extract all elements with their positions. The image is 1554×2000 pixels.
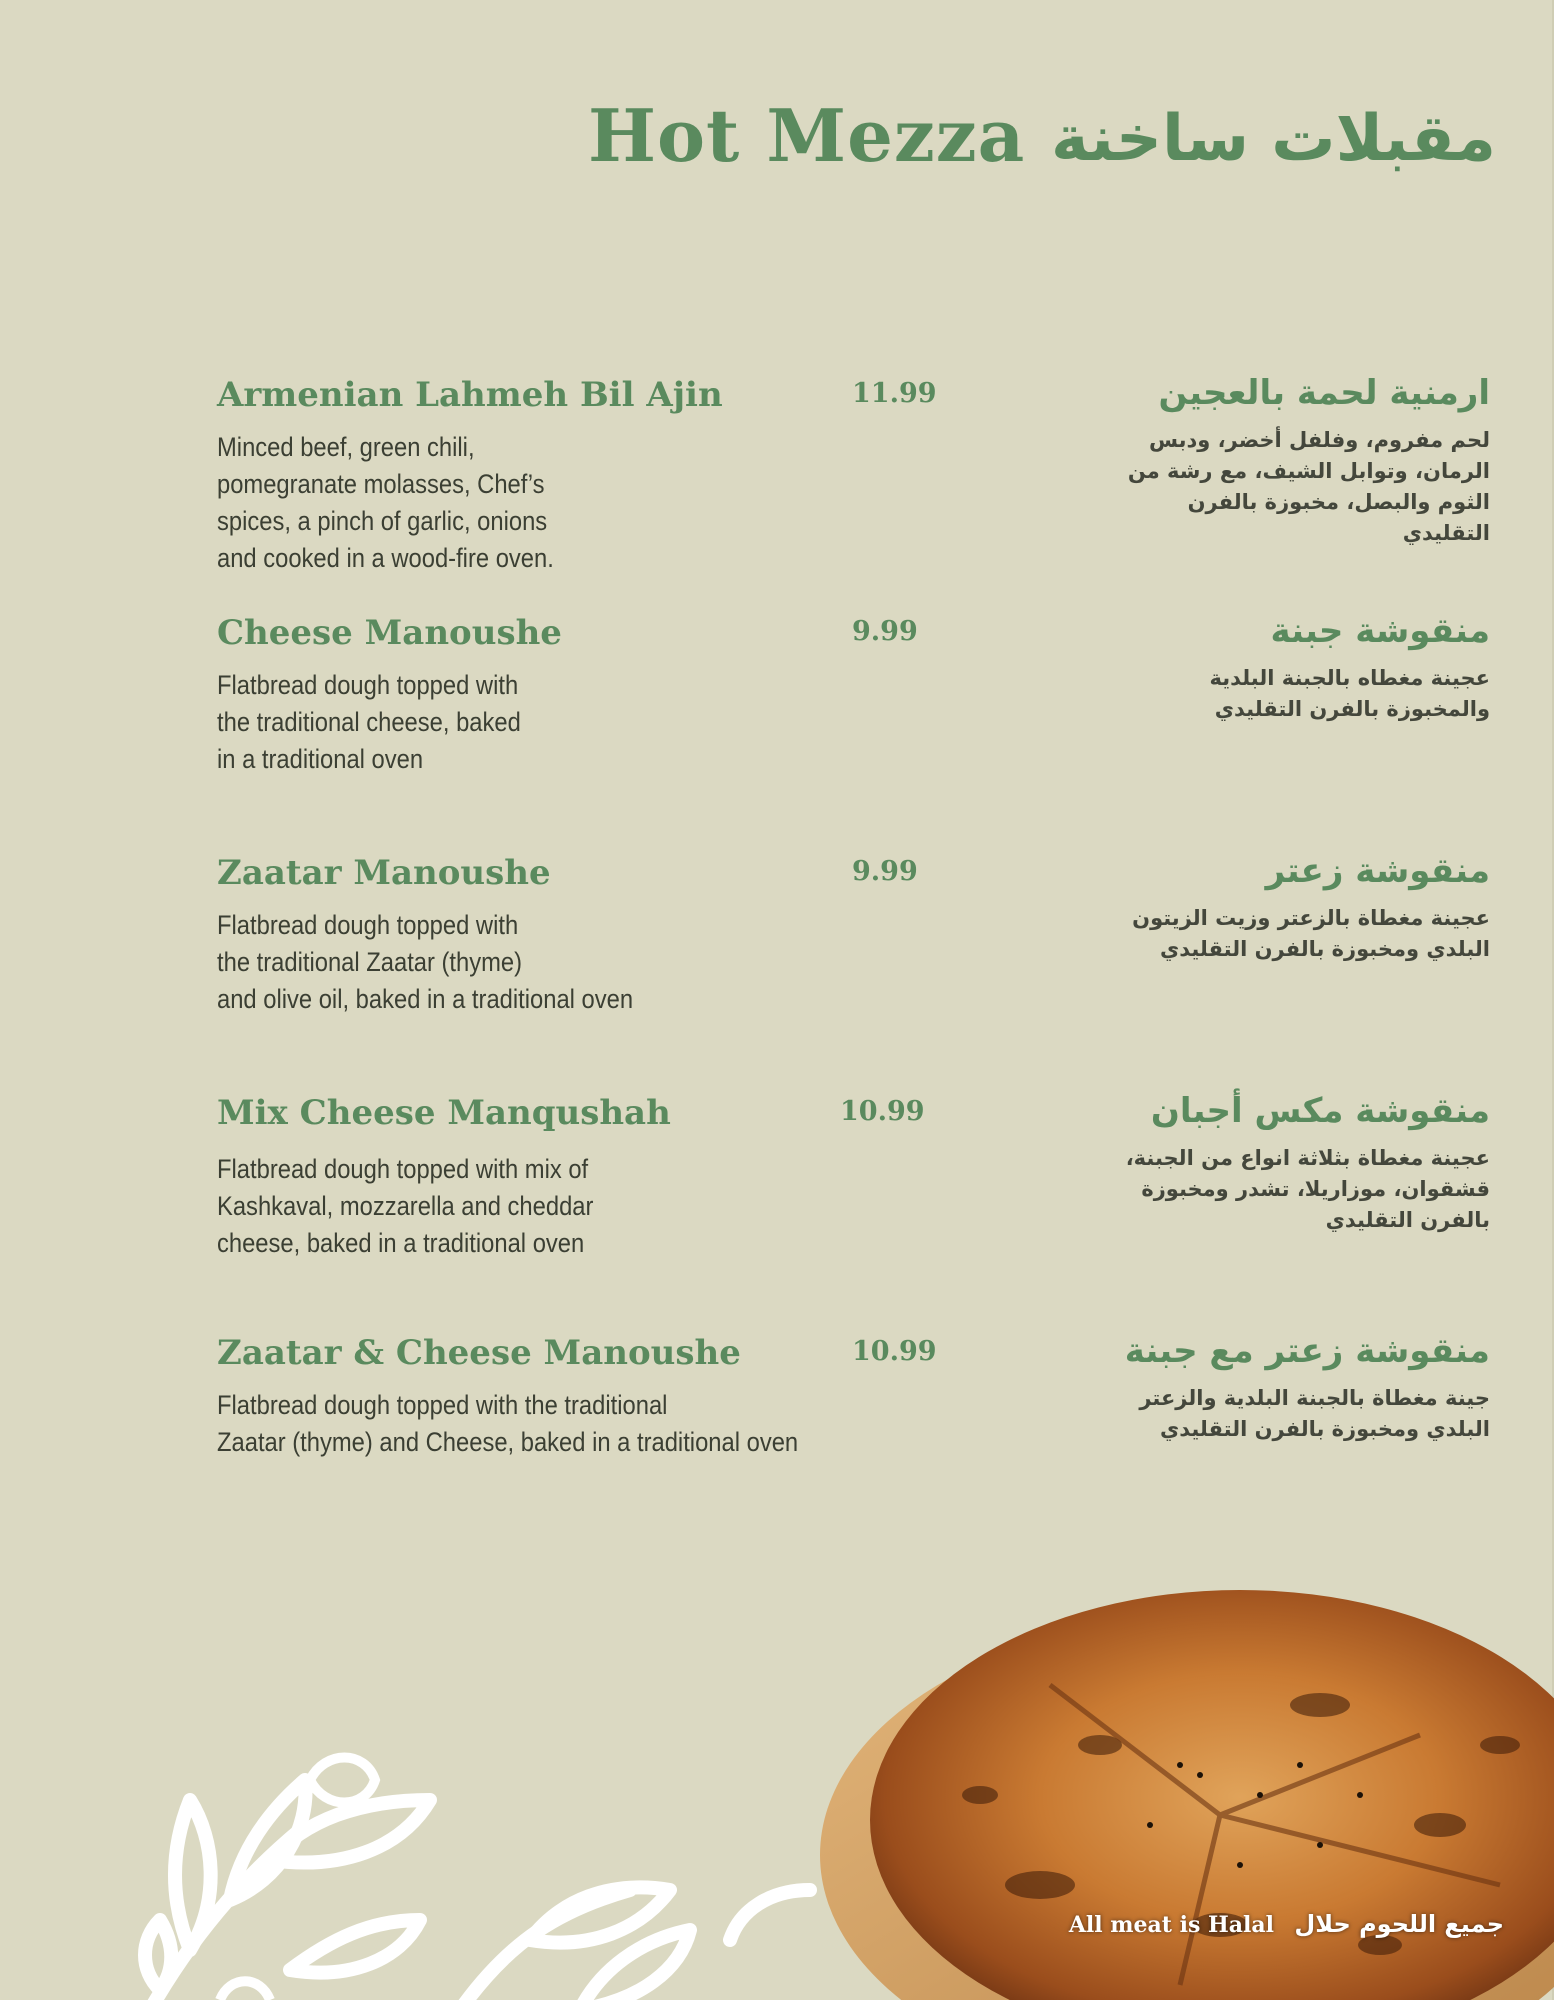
item-price: 11.99 — [852, 378, 937, 409]
item-description-ar — [1128, 425, 1490, 549]
olive-branch-decoration — [130, 1740, 830, 2000]
section-title-ar: مقبلات ساخنة — [1050, 102, 1496, 176]
item-price: 9.99 — [852, 856, 918, 887]
item-description-ar — [1126, 1143, 1490, 1236]
desc-line-ar: لحم مفروم، وفلفل أخضر، ودبس — [1148, 428, 1490, 452]
item-price: 9.99 — [852, 616, 918, 647]
desc-line-ar: الرمان، وتوابل الشيف، مع رشة من — [1127, 459, 1490, 483]
item-description-ar — [1209, 663, 1490, 725]
item-name: Zaatar & Cheese Manoushe — [217, 1333, 741, 1373]
desc-line-ar: والمخبوزة بالفرن التقليدي — [1214, 697, 1490, 721]
desc-line: Flatbread dough topped with the traditional — [217, 1390, 668, 1420]
item-description — [217, 1151, 593, 1262]
desc-line-ar: عجينة مغطاة بالزعتر وزيت الزيتون — [1132, 906, 1490, 930]
desc-line-ar: الثوم والبصل، مخبوزة بالفرن — [1187, 490, 1490, 514]
item-price: 10.99 — [840, 1096, 925, 1127]
desc-line-ar: قشقوان، موزاريلا، تشدر ومخبوزة — [1141, 1177, 1490, 1201]
halal-notice-en: All meat is Halal — [1068, 1912, 1275, 1938]
halal-notice-ar: جميع اللحوم حلال — [1294, 1910, 1504, 1938]
desc-line-ar: البلدي ومخبوزة بالفرن التقليدي — [1159, 937, 1490, 961]
item-description — [217, 907, 633, 1018]
desc-line-ar: عجينة مغطاة بثلاثة انواع من الجبنة، — [1125, 1146, 1490, 1170]
desc-line-ar: بالفرن التقليدي — [1325, 1208, 1490, 1232]
item-description-ar — [1139, 1383, 1490, 1445]
desc-line: in a traditional oven — [217, 744, 424, 774]
item-description — [217, 429, 554, 577]
item-name: Armenian Lahmeh Bil Ajin — [217, 375, 723, 415]
desc-line-ar: التقليدي — [1402, 521, 1490, 545]
desc-line: Zaatar (thyme) and Cheese, baked in a traditional oven — [217, 1427, 799, 1457]
item-name-ar: منقوشة زعتر مع جبنة — [1124, 1331, 1490, 1371]
item-name: Mix Cheese Manqushah — [217, 1093, 671, 1133]
item-description — [217, 1387, 798, 1461]
item-name-ar: منقوشة زعتر — [1265, 851, 1490, 891]
desc-line: Flatbread dough topped with — [217, 910, 519, 940]
item-description — [217, 667, 521, 778]
desc-line: pomegranate molasses, Chef’s — [217, 469, 545, 499]
desc-line: and olive oil, baked in a traditional oven — [217, 984, 634, 1014]
halal-notice — [1069, 1910, 1504, 1938]
item-name-ar: منقوشة جبنة — [1270, 611, 1490, 651]
desc-line-ar: البلدي ومخبوزة بالفرن التقليدي — [1159, 1417, 1490, 1441]
item-name-ar: منقوشة مكس أجبان — [1150, 1091, 1490, 1131]
desc-line: Minced beef, green chili, — [217, 432, 475, 462]
desc-line-ar: جينة مغطاة بالجبنة البلدية والزعتر — [1139, 1386, 1490, 1410]
desc-line: spices, a pinch of garlic, onions — [217, 506, 548, 536]
item-name: Zaatar Manoushe — [217, 853, 551, 893]
item-price: 10.99 — [852, 1336, 937, 1367]
section-title-en: Hot Mezza — [588, 93, 1026, 178]
item-description-ar — [1132, 903, 1490, 965]
desc-line: cheese, baked in a traditional oven — [217, 1228, 585, 1258]
item-name: Cheese Manoushe — [217, 613, 562, 653]
desc-line: and cooked in a wood-fire oven. — [217, 543, 554, 573]
item-name-ar: ارمنية لحمة بالعجين — [1158, 373, 1490, 413]
desc-line: the traditional cheese, baked — [217, 707, 521, 737]
desc-line: Kashkaval, mozzarella and cheddar — [217, 1191, 594, 1221]
desc-line: the traditional Zaatar (thyme) — [217, 947, 523, 977]
desc-line: Flatbread dough topped with — [217, 670, 519, 700]
desc-line: Flatbread dough topped with mix of — [217, 1154, 589, 1184]
desc-line-ar: عجينة مغطاه بالجبنة البلدية — [1209, 666, 1490, 690]
